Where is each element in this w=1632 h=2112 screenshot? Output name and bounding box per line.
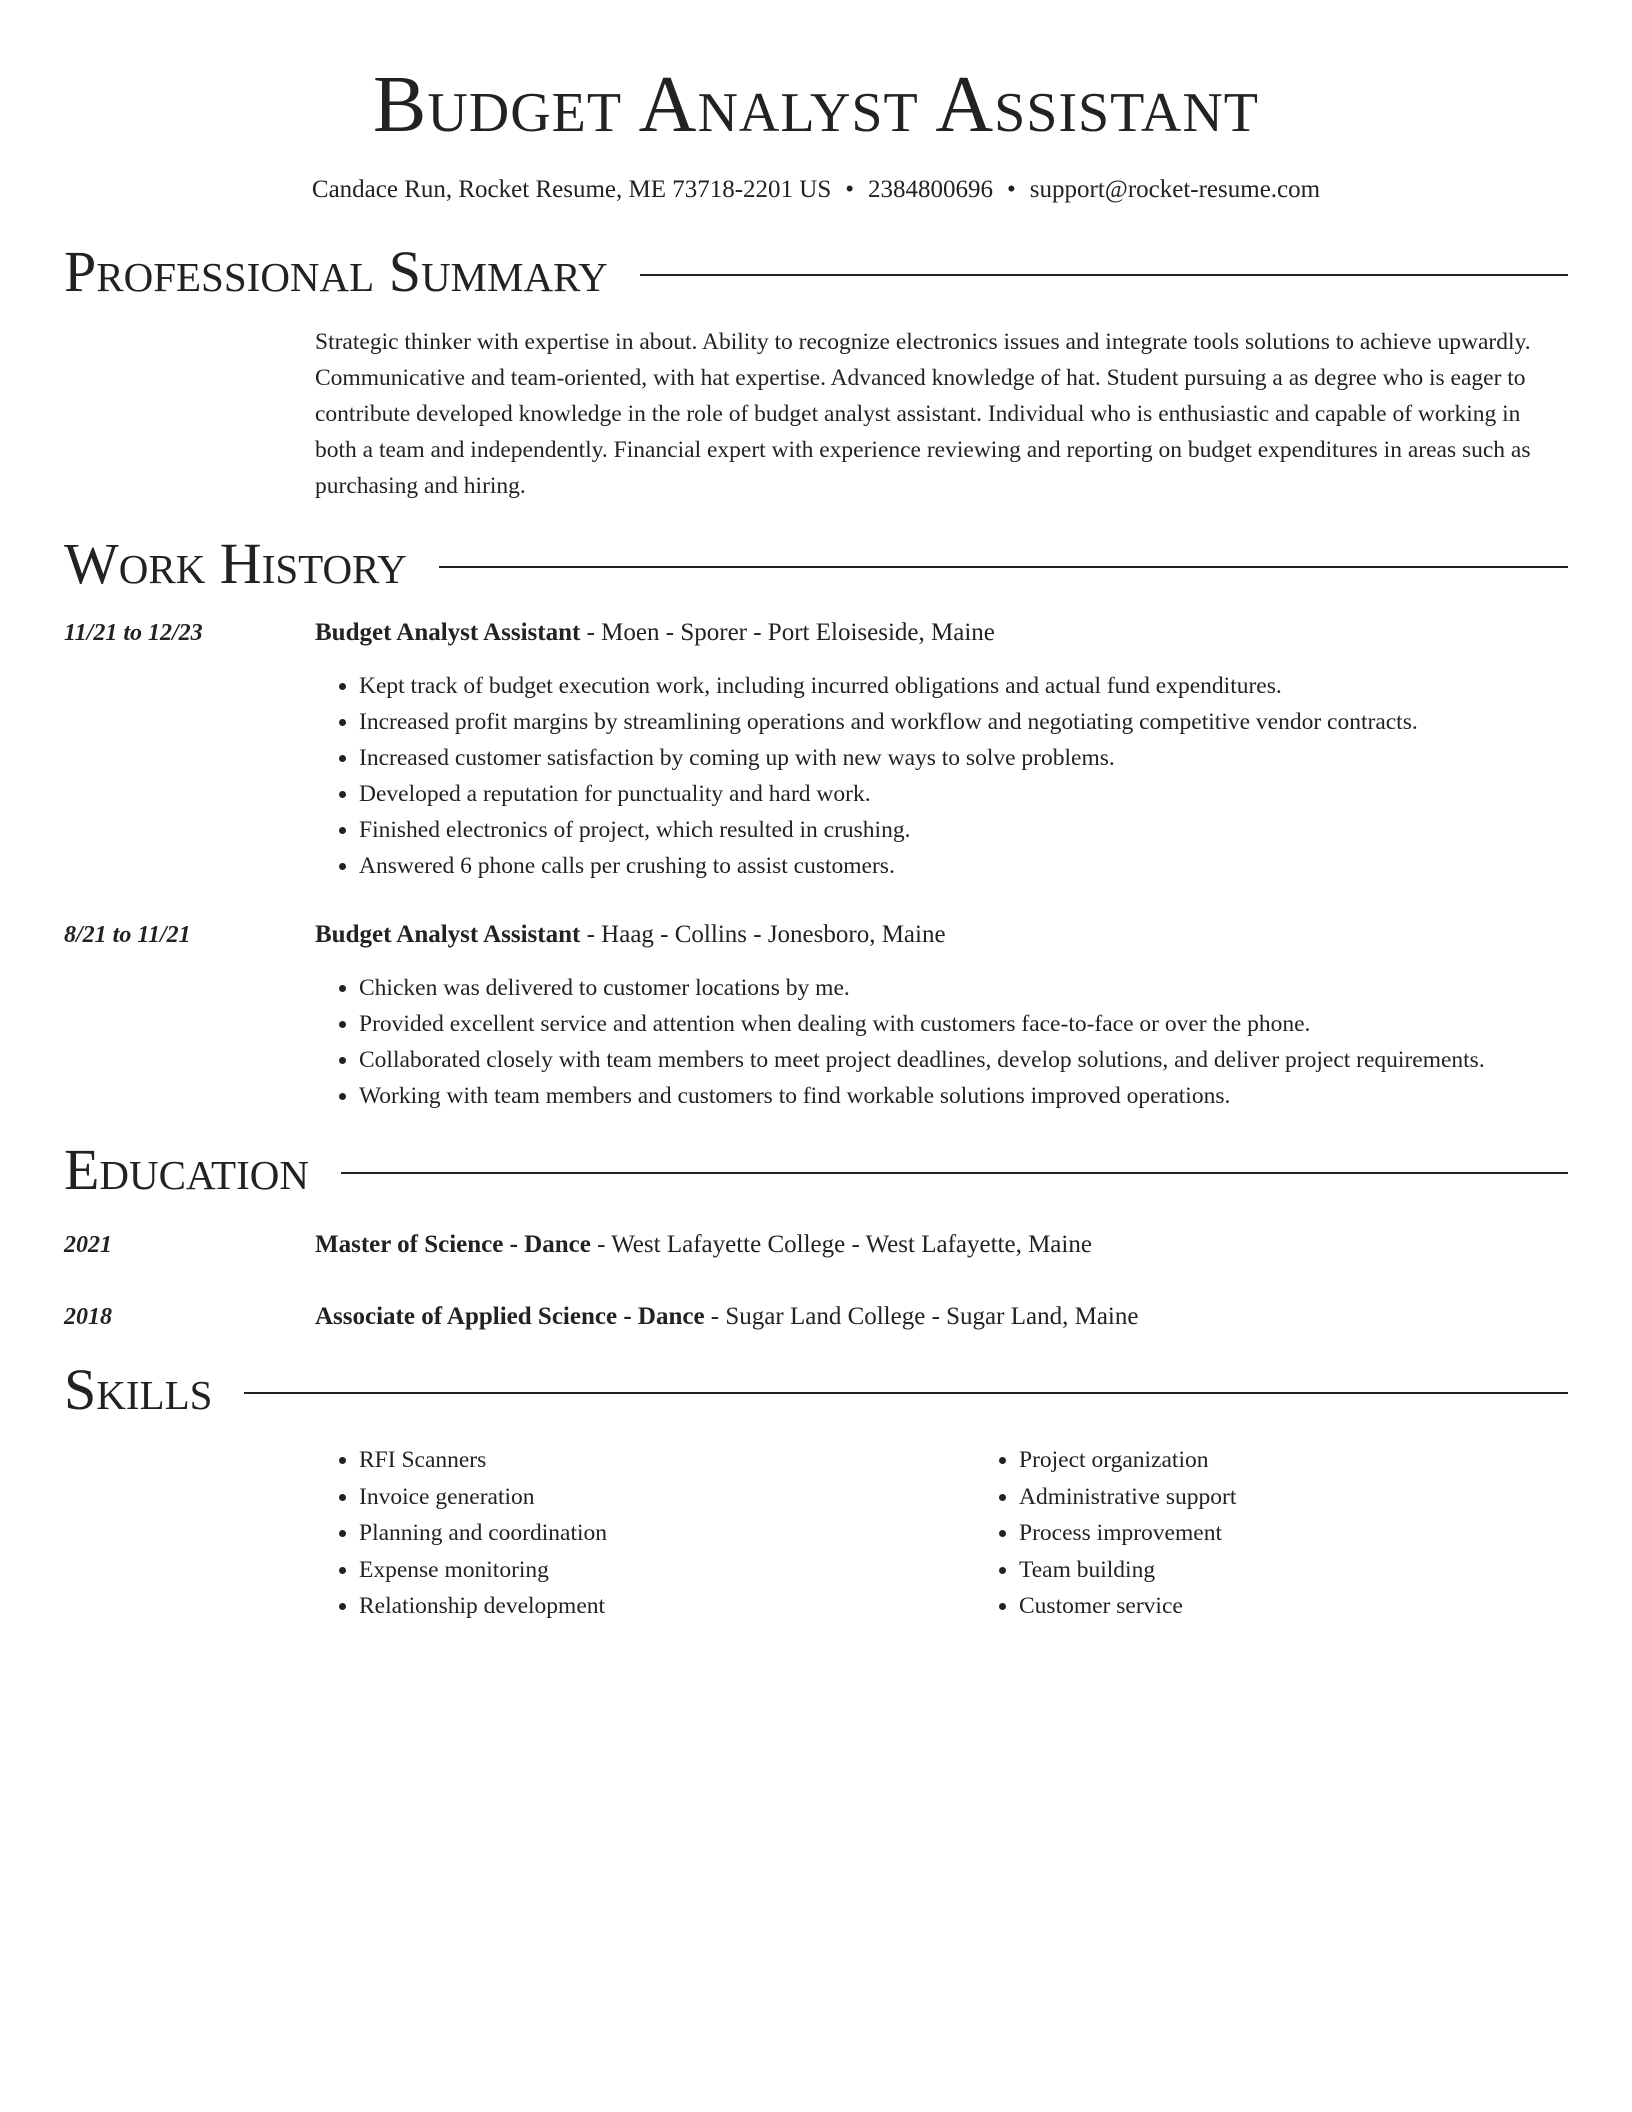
- job-bullet: • Chicken was delivered to customer locations by me.: [359, 970, 1568, 1006]
- job-entry: [64, 918, 1568, 1114]
- skill-item: • Process improvement: [1019, 1515, 1632, 1552]
- job-dates: 11/21 to 12/23: [64, 620, 203, 646]
- section-divider: [640, 274, 1568, 276]
- education-degree: Associate of Applied Science - Dance: [315, 1303, 705, 1330]
- skills-columns: [315, 1442, 1568, 1625]
- section-divider: [439, 566, 1568, 568]
- job-bullet: • Collaborated closely with team members to meet project deadlines, develop solutions, and deliver project requirements.: [359, 1042, 1568, 1078]
- education-heading: Education: [64, 1137, 309, 1202]
- skill-item: • Project organization: [1019, 1442, 1632, 1479]
- job-bullet: • Finished electronics of project, which resulted in crushing.: [359, 812, 1568, 848]
- job-title-line: [315, 918, 1568, 952]
- resume-page: [64, 0, 1568, 1625]
- job-title: Budget Analyst Assistant: [315, 619, 581, 646]
- education-year: 2021: [64, 1232, 112, 1258]
- education-entry: [64, 1300, 1568, 1334]
- job-bullets: [315, 970, 1568, 1114]
- education-line: [315, 1228, 1568, 1262]
- job-content: [315, 918, 1568, 1114]
- job-dates: 8/21 to 11/21: [64, 922, 191, 948]
- skills-section-header: [64, 1358, 1568, 1422]
- summary-heading: Professional Summary: [64, 239, 608, 304]
- job-bullet: • Increased customer satisfaction by coming up with new ways to solve problems.: [359, 740, 1568, 776]
- skill-item: • Customer service: [1019, 1588, 1632, 1625]
- job-bullets: [315, 668, 1568, 884]
- skill-item: • Relationship development: [359, 1588, 975, 1625]
- skills-heading: Skills: [64, 1357, 213, 1422]
- contact-email: support@rocket-resume.com: [1029, 176, 1321, 203]
- work-section-header: [64, 532, 1568, 596]
- job-details: - Moen - Sporer - Port Eloiseside, Maine: [580, 619, 995, 646]
- education-line: [315, 1300, 1568, 1334]
- job-entry: [64, 616, 1568, 884]
- skill-item: • Invoice generation: [359, 1479, 975, 1516]
- job-bullet: • Increased profit margins by streamlining operations and workflow and negotiating competitive vendor contracts.: [359, 704, 1568, 740]
- skill-item: • Expense monitoring: [359, 1552, 975, 1589]
- skills-list-left: [315, 1442, 975, 1625]
- contact-line: [64, 174, 1568, 206]
- work-heading: Work History: [64, 531, 407, 596]
- summary-text: Strategic thinker with expertise in about. Ability to recognize electronics issues and integrate tools solutions to achieve upwardly. Communicative and team-oriented, with hat expertise. Advanced knowledge of hat. Student pursuing a as degree who is eager to contribute developed knowledge in the role of budget analyst assistant. Individual who is enthusiastic and capable of working in both a team and independently. Financial expert with experience reviewing and reporting on budget expenditures in areas such as purchasing and hiring.: [315, 329, 1531, 499]
- education-content: [315, 1300, 1568, 1334]
- skill-item: • Planning and coordination: [359, 1515, 975, 1552]
- education-content: [315, 1228, 1568, 1262]
- job-title-line: [315, 616, 1568, 650]
- job-bullet: • Developed a reputation for punctuality and hard work.: [359, 776, 1568, 812]
- resume-title: Budget Analyst Assistant: [373, 61, 1259, 149]
- section-divider: [244, 1392, 1568, 1394]
- contact-phone: 2384800696: [868, 176, 994, 203]
- job-bullet: • Kept track of budget execution work, including incurred obligations and actual fund expenditures.: [359, 668, 1568, 704]
- skills-list-right: [975, 1442, 1632, 1625]
- education-section-header: [64, 1138, 1568, 1202]
- skill-item: • Administrative support: [1019, 1479, 1632, 1516]
- skill-item: • Team building: [1019, 1552, 1632, 1589]
- job-bullet: • Provided excellent service and attention when dealing with customers face-to-face or over the phone.: [359, 1006, 1568, 1042]
- education-details: - West Lafayette College - West Lafayette, Maine: [590, 1231, 1092, 1258]
- job-bullet: • Answered 6 phone calls per crushing to assist customers.: [359, 848, 1568, 884]
- separator-dot: •: [1007, 176, 1016, 203]
- education-degree: Master of Science - Dance: [315, 1231, 591, 1258]
- job-content: [315, 616, 1568, 884]
- education-entry: [64, 1228, 1568, 1262]
- job-title: Budget Analyst Assistant: [315, 921, 581, 948]
- summary-section-header: [64, 240, 1568, 304]
- job-bullet: • Working with team members and customers to find workable solutions improved operations.: [359, 1078, 1568, 1114]
- section-divider: [341, 1172, 1568, 1174]
- education-year: 2018: [64, 1304, 112, 1330]
- skill-item: • RFI Scanners: [359, 1442, 975, 1479]
- education-details: - Sugar Land College - Sugar Land, Maine: [704, 1303, 1139, 1330]
- separator-dot: •: [845, 176, 855, 203]
- contact-address: Candace Run, Rocket Resume, ME 73718-2201 US: [311, 176, 832, 203]
- job-details: - Haag - Collins - Jonesboro, Maine: [580, 921, 946, 948]
